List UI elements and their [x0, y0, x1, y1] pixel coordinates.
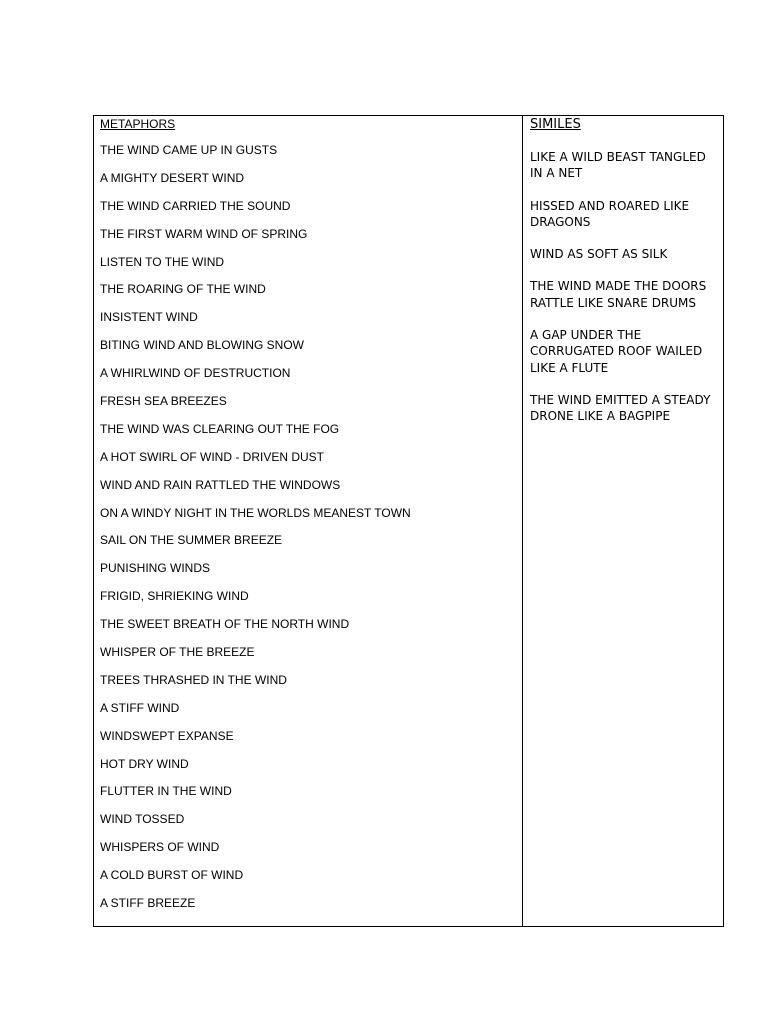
metaphor-item: ON A WINDY NIGHT IN THE WORLDS MEANEST TOWN	[100, 505, 411, 520]
simile-item: HISSED AND ROARED LIKE DRAGONS	[530, 198, 690, 229]
metaphors-column	[94, 116, 523, 926]
metaphor-item: A MIGHTY DESERT WIND	[100, 170, 245, 185]
simile-item: WIND AS SOFT AS SILK	[530, 247, 668, 262]
metaphor-item: A WHIRLWIND OF DESTRUCTION	[100, 366, 291, 381]
metaphor-item: WHISPER OF THE BREEZE	[100, 645, 255, 660]
metaphor-item: A HOT SWIRL OF WIND - DRIVEN DUST	[100, 449, 325, 464]
similes-heading: SIMILES	[530, 117, 581, 132]
metaphors-list	[100, 143, 411, 924]
metaphor-item: A COLD BURST OF WIND	[100, 868, 244, 883]
metaphor-item: BITING WIND AND BLOWING SNOW	[100, 338, 305, 353]
similes-column	[523, 116, 723, 926]
metaphor-item: LISTEN TO THE WIND	[100, 254, 225, 269]
metaphor-item: A STIFF BREEZE	[100, 896, 196, 911]
simile-item: THE WIND EMITTED A STEADY DRONE LIKE A BAGPIPE	[530, 392, 711, 424]
metaphor-item: A STIFF WIND	[100, 700, 180, 715]
metaphor-item: THE WIND CAME UP IN GUSTS	[100, 143, 278, 157]
metaphor-item: THE FIRST WARM WIND OF SPRING	[100, 226, 308, 241]
metaphor-item: FRESH SEA BREEZES	[100, 394, 227, 409]
metaphor-item: FRIGID, SHRIEKING WIND	[100, 589, 249, 604]
metaphor-item: PUNISHING WINDS	[100, 561, 211, 576]
metaphor-item: THE SWEET BREATH OF THE NORTH WIND	[100, 617, 350, 632]
metaphor-item: INSISTENT WIND	[100, 310, 198, 325]
metaphor-item: HOT DRY WIND	[100, 756, 189, 771]
metaphor-item: FLUTTER IN THE WIND	[100, 784, 232, 799]
metaphor-item: TREES THRASHED IN THE WIND	[100, 672, 287, 687]
metaphors-heading: METAPHORS	[100, 117, 176, 131]
metaphor-item: WIND TOSSED	[100, 812, 185, 827]
simile-item: A GAP UNDER THE CORRUGATED ROOF WAILED LIKE A FLUTE	[530, 328, 703, 375]
metaphor-item: THE ROARING OF THE WIND	[100, 282, 266, 297]
metaphor-item: THE WIND WAS CLEARING OUT THE FOG	[100, 421, 340, 436]
word-table	[93, 115, 724, 927]
metaphor-item: WIND AND RAIN RATTLED THE WINDOWS	[100, 477, 341, 492]
simile-item: LIKE A WILD BEAST TANGLED IN A NET	[530, 150, 706, 181]
simile-item: THE WIND MADE THE DOORS RATTLE LIKE SNARE DRUMS	[530, 279, 707, 310]
similes-list	[530, 149, 720, 441]
metaphor-item: THE WIND CARRIED THE SOUND	[100, 198, 291, 213]
metaphor-item: SAIL ON THE SUMMER BREEZE	[100, 533, 283, 548]
metaphor-item: WINDSWEPT EXPANSE	[100, 728, 234, 743]
metaphor-item: WHISPERS OF WIND	[100, 840, 220, 855]
